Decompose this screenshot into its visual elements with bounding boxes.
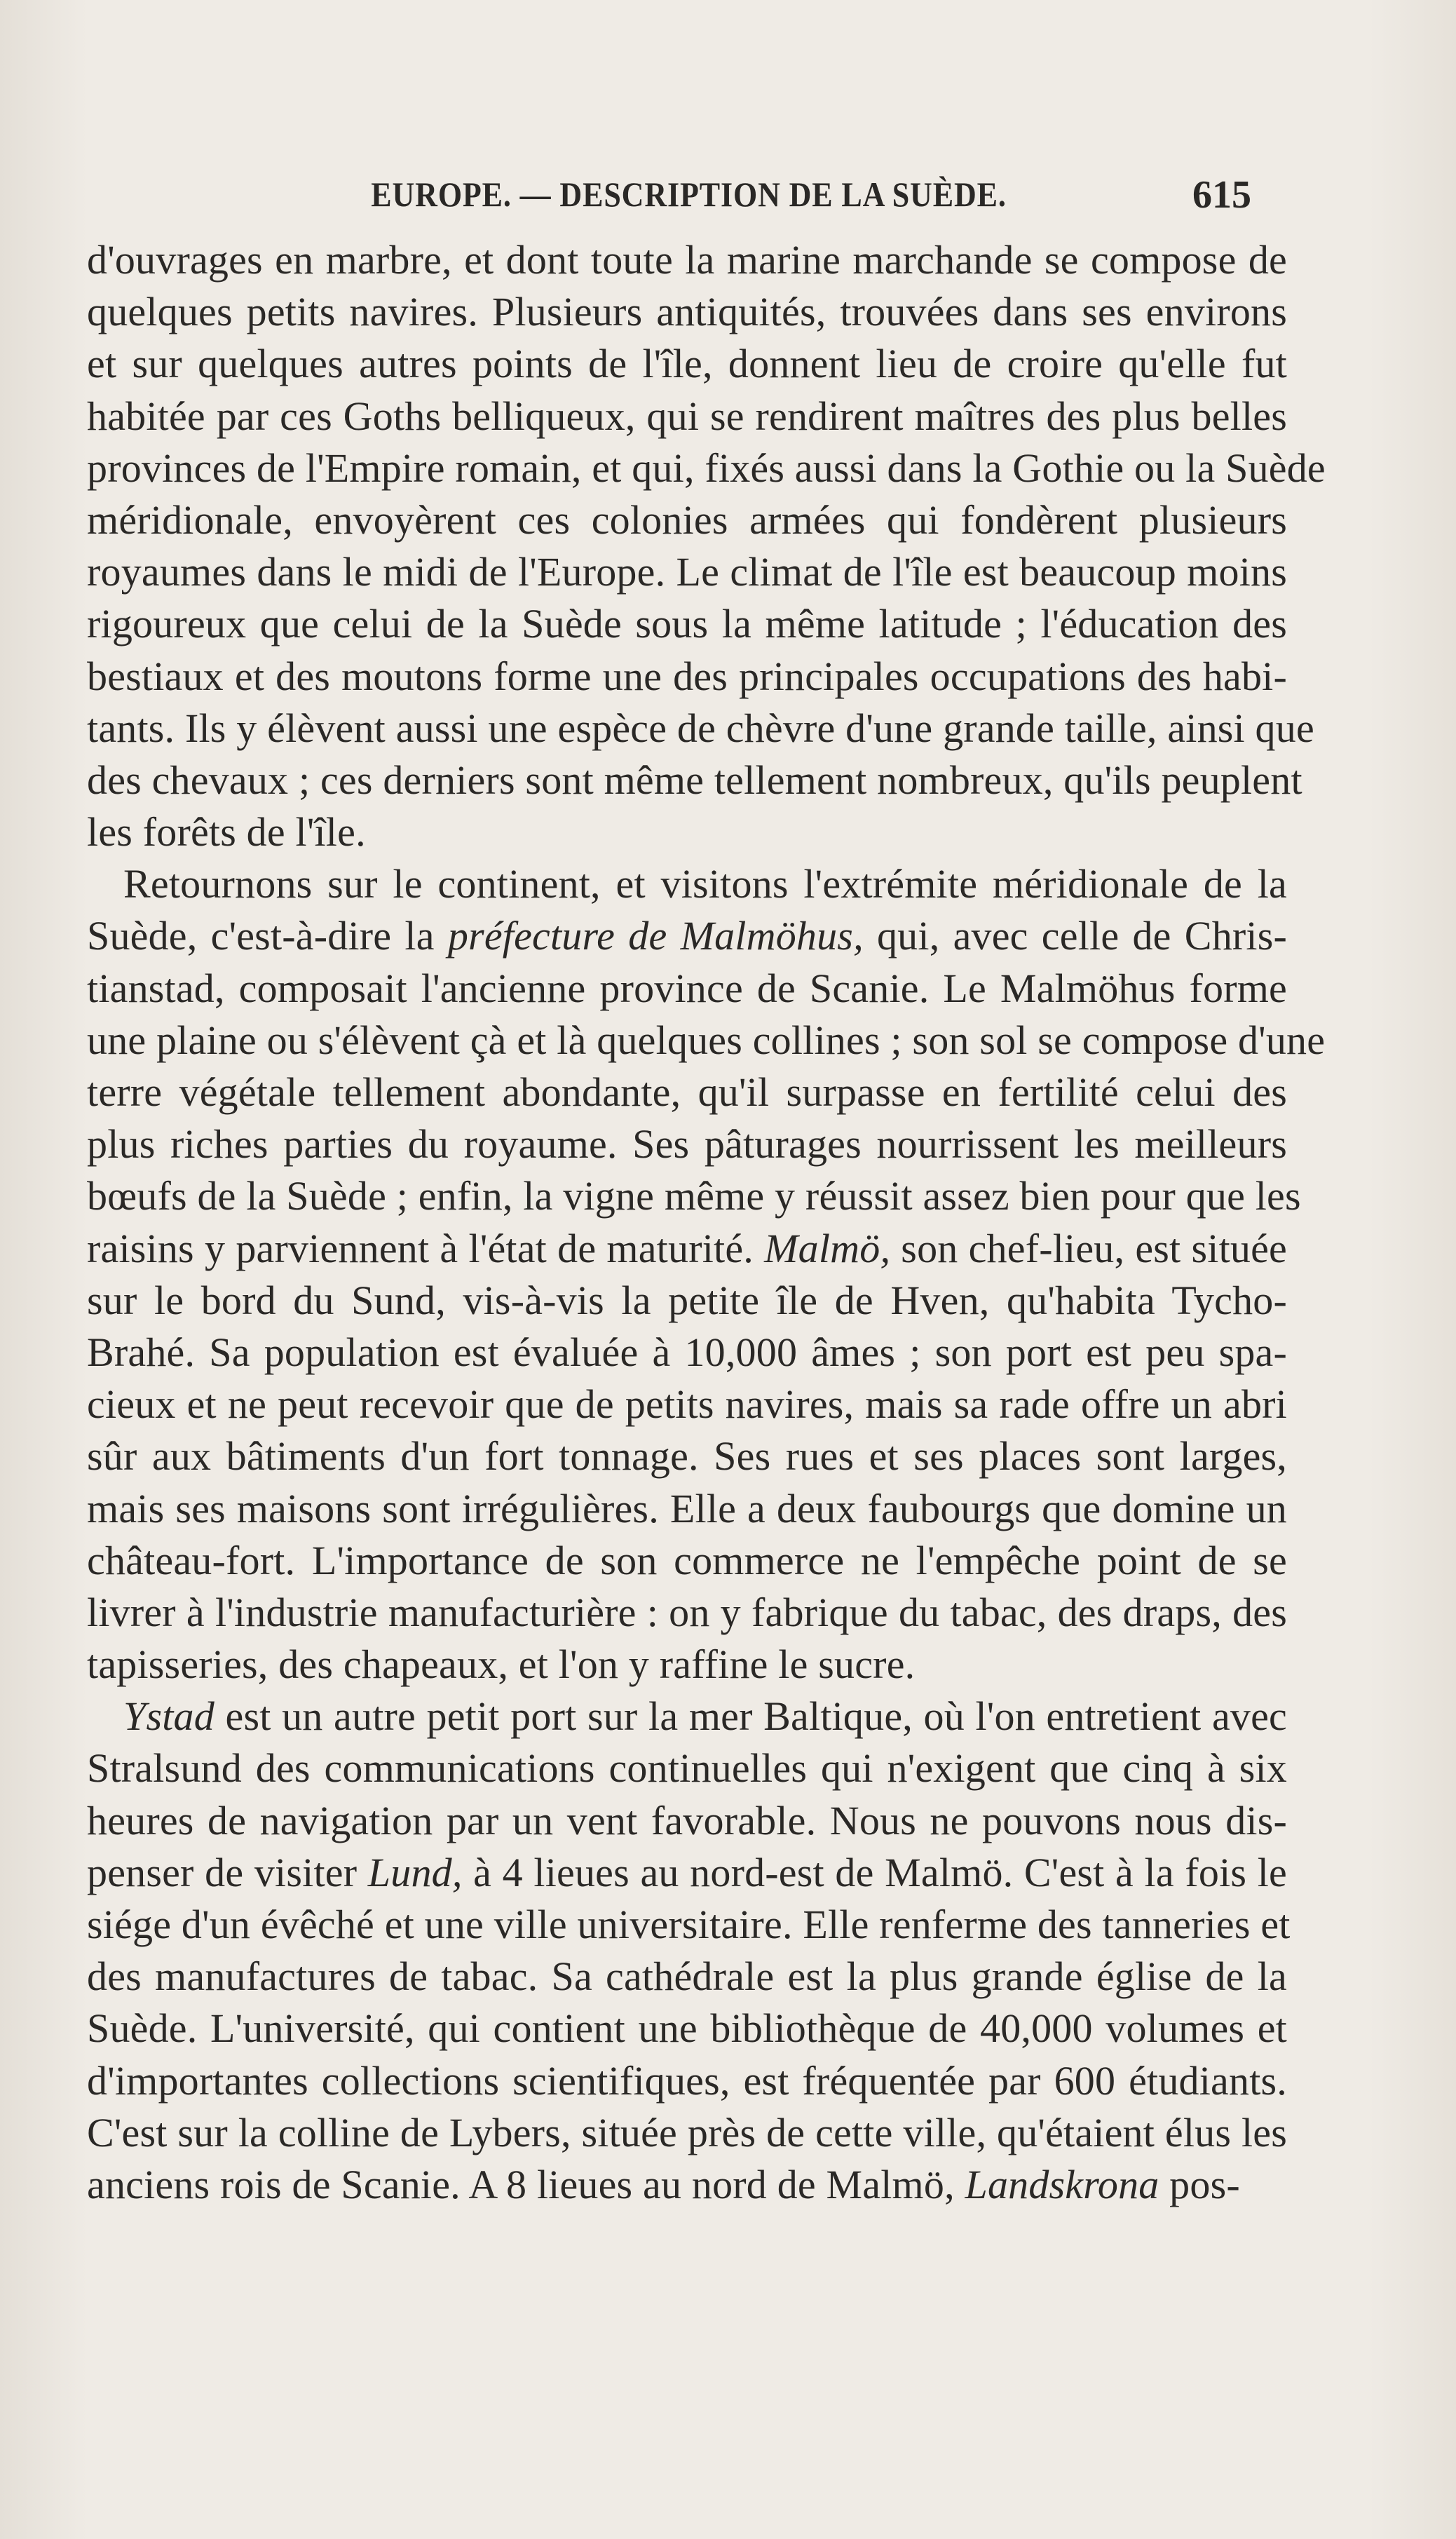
text-line: tianstad, composait l'ancienne province de Scanie. Le Malmöhus forme — [87, 965, 1287, 1011]
text-line: C'est sur la colline de Lybers, située près de cette ville, qu'étaient élus les — [87, 2109, 1287, 2155]
text-line: provinces de l'Empire romain, et qui, fixés aussi dans la Gothie ou la Suède — [87, 445, 1326, 491]
text-line: des manufactures de tabac. Sa cathédrale est la plus grande église de la — [87, 1954, 1287, 2000]
italic-place-name: préfecture de Malmöhus, — [447, 913, 864, 959]
text-line: les forêts de l'île. — [87, 809, 366, 855]
text-line: sur le bord du Sund, vis-à-vis la petite île de Hven, qu'habita Tycho- — [87, 1277, 1287, 1323]
line-text: raisins y parviennent à l'état de maturité. — [87, 1225, 765, 1271]
text-line: Retournons sur le continent, et visitons l'extrémite méridionale de la — [123, 861, 1287, 907]
text-line: heures de navigation par un vent favorable. Nous ne pouvons nous dis- — [87, 1797, 1287, 1843]
text-line — [87, 1223, 1287, 1275]
text-line: tapisseries, des chapeaux, et l'on y raffine le sucre. — [87, 1641, 916, 1688]
line-text: anciens rois de Scanie. A 8 lieues au nord de Malmö, — [87, 2161, 965, 2207]
line-text: est un autre petit port sur la mer Baltique, où l'on entretient avec — [214, 1693, 1287, 1740]
line-text: pos- — [1159, 2161, 1240, 2207]
text-line: sûr aux bâtiments d'un fort tonnage. Ses rues et ses places sont larges, — [87, 1433, 1287, 1480]
text-line: mais ses maisons sont irrégulières. Elle a deux faubourgs que domine un — [87, 1485, 1287, 1531]
running-head-title: EUROPE. — DESCRIPTION DE LA SUÈDE. — [371, 175, 1007, 214]
line-text: qui, avec celle de Chris- — [863, 913, 1288, 959]
text-line: des chevaux ; ces derniers sont même tellement nombreux, qu'ils peuplent — [87, 757, 1302, 803]
body-text — [87, 234, 1326, 2211]
italic-place-name: Ystad — [123, 1693, 215, 1740]
line-text: son chef-lieu, est située — [890, 1225, 1288, 1271]
text-line: siége d'un évêché et une ville universitaire. Elle renferme des tanneries et — [87, 1902, 1291, 1947]
page-number: 615 — [1192, 173, 1251, 217]
text-line: terre végétale tellement abondante, qu'il surpasse en fertilité celui des — [87, 1069, 1287, 1115]
text-line: bœufs de la Suède ; enfin, la vigne même y réussit assez bien pour que les — [87, 1173, 1301, 1219]
line-text: penser de visiter — [87, 1849, 368, 1895]
text-line: d'importantes collections scientifiques, est fréquentée par 600 étudiants. — [87, 2057, 1287, 2104]
text-line: plus riches parties du royaume. Ses pâturages nourrissent les meilleurs — [87, 1121, 1287, 1167]
italic-place-name: Lund, — [367, 1849, 463, 1895]
text-line — [87, 1691, 1287, 1742]
text-line — [87, 2159, 1287, 2211]
italic-place-name: Landskrona — [965, 2161, 1159, 2207]
text-line: château-fort. L'importance de son commerce ne l'empêche point de se — [87, 1537, 1287, 1583]
text-line: d'ouvrages en marbre, et dont toute la marine marchande se compose de — [87, 237, 1287, 283]
text-line: bestiaux et des moutons forme une des principales occupations des habi- — [87, 653, 1287, 699]
text-line: et sur quelques autres points de l'île, donnent lieu de croire qu'elle fut — [87, 341, 1287, 387]
text-line: cieux et ne peut recevoir que de petits navires, mais sa rade offre un abri — [87, 1381, 1287, 1428]
text-line: rigoureux que celui de la Suède sous la même latitude ; l'éducation des — [87, 601, 1287, 647]
line-text: à 4 lieues au nord-est de Malmö. C'est à la fois le — [462, 1849, 1288, 1895]
line-text: Suède, c'est-à-dire la — [87, 913, 448, 959]
text-line: Stralsund des communications continuelles qui n'exigent que cinq à six — [87, 1745, 1287, 1792]
text-line: méridionale, envoyèrent ces colonies armées qui fondèrent plusieurs — [87, 496, 1287, 543]
text-line: Brahé. Sa population est évaluée à 10,000 âmes ; son port est peu spa- — [87, 1329, 1287, 1375]
text-line: livrer à l'industrie manufacturière : on y fabrique du tabac, des draps, des — [87, 1589, 1287, 1635]
text-line — [87, 910, 1287, 962]
text-line: quelques petits navires. Plusieurs antiquités, trouvées dans ses environs — [87, 289, 1287, 335]
text-line: habitée par ces Goths belliqueux, qui se rendirent maîtres des plus belles — [87, 393, 1287, 439]
text-line: Suède. L'université, qui contient une bibliothèque de 40,000 volumes et — [87, 2005, 1287, 2052]
italic-place-name: Malmö, — [764, 1225, 891, 1271]
text-line — [87, 1847, 1287, 1899]
text-line: royaumes dans le midi de l'Europe. Le climat de l'île est beaucoup moins — [87, 549, 1287, 595]
running-head — [84, 174, 1293, 219]
text-line: une plaine ou s'élèvent çà et là quelques collines ; son sol se compose d'une — [87, 1017, 1326, 1063]
text-line: tants. Ils y élèvent aussi une espèce de chèvre d'une grande taille, ainsi que — [87, 705, 1314, 751]
